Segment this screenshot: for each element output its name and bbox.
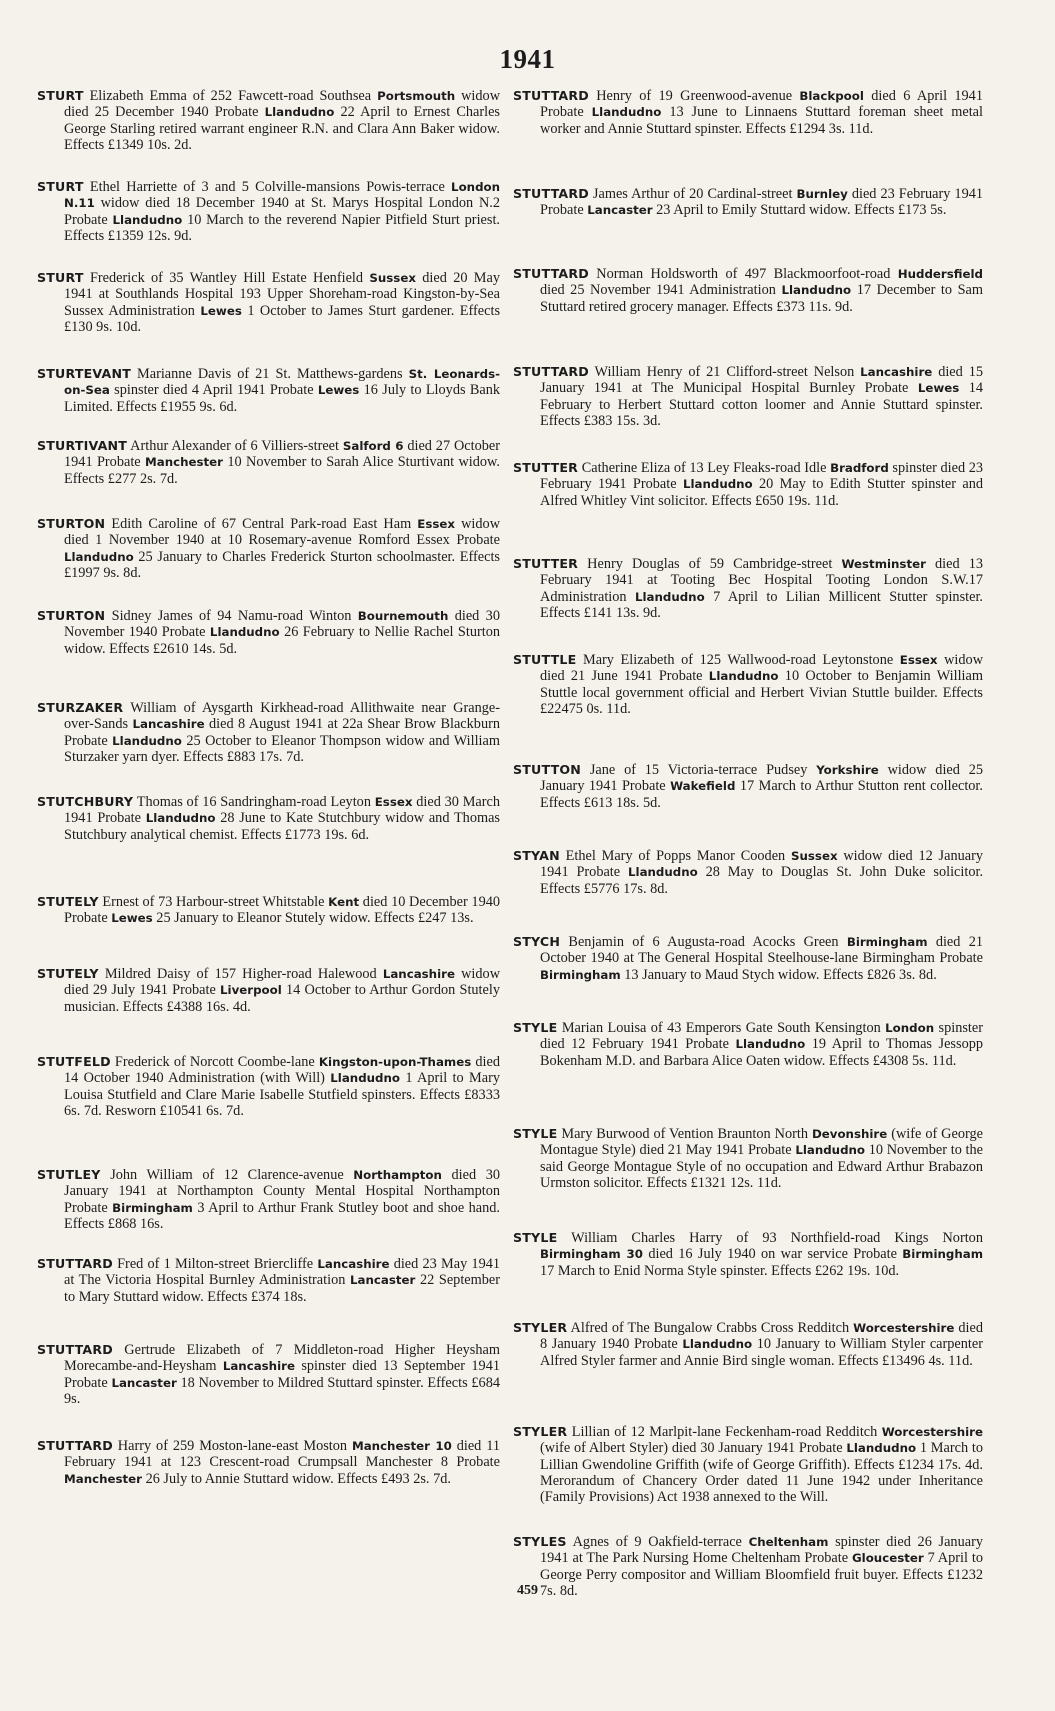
entry-text: Mildred Daisy of 157 Higher-road Halewood xyxy=(104,966,377,982)
register-entry xyxy=(513,1424,983,1505)
entry-registry: Manchester xyxy=(64,1471,142,1486)
entry-surname: STYLER xyxy=(513,1424,568,1439)
entry-text: Henry Douglas of 59 Cambridge-street xyxy=(587,556,833,572)
entry-text: died 20 May 1941 at Southlands Hospital 193 Upper Shoreham-road Kingston-by-Sea Sussex Administration xyxy=(64,270,501,319)
entry-text: Benjamin of 6 Augusta-road Acocks Green xyxy=(568,934,839,950)
entry-text: (wife of Albert Styler) died 30 January 1941 Probate xyxy=(540,1440,843,1457)
entry-text: Norman Holdsworth of 497 Blackmoorfoot-road xyxy=(596,266,891,282)
entry-text: William Henry of 21 Clifford-street Nelson xyxy=(594,364,855,380)
entry-text: Marian Louisa of 43 Emperors Gate South Kensington xyxy=(561,1020,881,1036)
entry-text: died 10 December 1940 Probate xyxy=(64,894,501,927)
entry-surname: STUTTER xyxy=(513,460,579,475)
entry-surname: STURTEVANT xyxy=(37,366,131,381)
entry-text: Lillian of 12 Marlpit-lane Feckenham-road Redditch xyxy=(571,1424,878,1440)
entry-text: 17 March to Enid Norma Style spinster. Effects £262 19s. 10d. xyxy=(540,1262,900,1279)
entry-text: died 23 February 1941 Probate xyxy=(540,186,984,219)
entry-surname: STUTTARD xyxy=(513,88,589,103)
entry-text: Mary Burwood of Vention Braunton North xyxy=(561,1126,809,1142)
entry-place: Huddersfield xyxy=(897,267,983,281)
entry-surname: STUTTARD xyxy=(37,1256,113,1271)
entry-place: Birmingham 30 xyxy=(540,1247,643,1262)
register-entry xyxy=(513,186,983,219)
register-entry xyxy=(37,516,500,581)
entry-registry: Lewes xyxy=(917,381,960,396)
entry-text: 10 November to the said George Montague Style of no occupation and Edward Arthur Brabazon Urmston solicitor. Effects £1321 12s. 11d. xyxy=(540,1142,984,1191)
entry-text: 25 January to Eleanor Stutely widow. Effects £247 13s. xyxy=(156,910,474,927)
entry-place: Worcestershire xyxy=(853,1321,955,1335)
entry-surname: STUTTARD xyxy=(37,1342,113,1357)
entry-surname: STUTELY xyxy=(37,966,99,981)
entry-text: spinster died 26 January 1941 at The Park Nursing Home Cheltenham Probate xyxy=(540,1534,983,1567)
entry-registry: Llandudno xyxy=(708,669,779,684)
entry-place: Birmingham xyxy=(846,935,928,949)
entry-registry: Birmingham xyxy=(902,1247,983,1262)
entry-text: 28 June to Kate Stutchbury widow and Thomas Stutchbury analytical chemist. Effects £1773 19s. 6d. xyxy=(64,810,500,843)
entry-registry: Llandudno xyxy=(209,625,280,640)
entry-text: died 23 May 1941 at The Victoria Hospital Burnley Administration xyxy=(64,1256,501,1289)
entry-place: Devonshire xyxy=(811,1127,888,1141)
entry-place: Northampton xyxy=(353,1168,442,1182)
entry-registry: Lewes xyxy=(317,383,360,398)
entry-registry: Birmingham xyxy=(540,967,621,982)
entry-text: Catherine Eliza of 13 Ley Fleaks-road Idle xyxy=(581,460,827,476)
register-entry xyxy=(513,364,983,429)
entry-surname: STURT xyxy=(37,88,84,103)
entry-text: (wife of George Montague Style) died 21 May 1941 Probate xyxy=(540,1126,983,1159)
entry-place: Westminster xyxy=(841,557,926,571)
entry-place: Worcestershire xyxy=(881,1425,983,1439)
entry-surname: STURT xyxy=(37,270,84,285)
entry-place: Essex xyxy=(899,653,938,667)
register-entry xyxy=(37,1438,500,1487)
entry-place: Yorkshire xyxy=(816,763,879,777)
entry-place: Portsmouth xyxy=(377,89,456,103)
entry-text: Ethel Mary of Popps Manor Cooden xyxy=(565,848,786,864)
entry-text: 10 March to the reverend Napier Pitfield Sturt priest. Effects £1359 12s. 9d. xyxy=(64,211,500,244)
entry-text: 14 October to Arthur Gordon Stutely musician. Effects £4388 16s. 4d. xyxy=(64,982,500,1015)
entry-surname: STUTFELD xyxy=(37,1054,111,1069)
entry-text: Ethel Harriette of 3 and 5 Colville-mansions Powis-terrace xyxy=(89,179,445,195)
entry-place: Sussex xyxy=(791,849,838,863)
entry-place: Lancashire xyxy=(222,1359,295,1374)
entry-text: 10 October to Benjamin William Stuttle local government official and Herbert Vivian Stuttle builder. Effects £22475 0s. 11d. xyxy=(540,668,983,717)
entry-registry: Llandudno xyxy=(145,811,216,826)
register-entry xyxy=(513,652,983,717)
entry-surname: STYLE xyxy=(513,1230,558,1245)
entry-surname: STURTON xyxy=(37,516,106,531)
register-entry xyxy=(37,700,500,765)
entry-registry: Llandudno xyxy=(682,477,753,492)
page-year-heading: 1941 xyxy=(499,44,556,74)
entry-place: Cheltenham xyxy=(748,1535,829,1549)
entry-text: James Arthur of 20 Cardinal-street xyxy=(592,186,793,202)
entry-text: died 8 January 1940 Probate xyxy=(540,1320,984,1353)
entry-text: 25 January to Charles Frederick Sturton schoolmaster. Effects £1997 9s. 8d. xyxy=(64,548,501,581)
entry-registry: Gloucester xyxy=(851,1551,924,1566)
register-entry xyxy=(513,266,983,315)
entry-surname: STUTTON xyxy=(513,762,582,777)
entry-registry: Llandudno xyxy=(735,1037,806,1052)
entry-surname: STYLE xyxy=(513,1020,558,1035)
entry-text: 7 April to Lilian Millicent Stutter spinster. Effects £141 13s. 9d. xyxy=(540,588,983,621)
register-entry xyxy=(37,1167,500,1232)
entry-place: Lancashire xyxy=(317,1257,390,1271)
entry-surname: STUTTLE xyxy=(513,652,577,667)
entry-registry: Llandudno xyxy=(634,589,705,604)
entry-surname: STUTCHBURY xyxy=(37,794,134,809)
entry-surname: STUTTARD xyxy=(513,186,589,201)
entry-surname: STURZAKER xyxy=(37,700,124,715)
entry-text: widow died 12 January 1941 Probate xyxy=(540,848,984,881)
entry-registry: Lancaster xyxy=(350,1273,416,1288)
entry-text: Alfred of The Bungalow Crabbs Cross Redditch xyxy=(570,1320,850,1336)
entry-place: Bournemouth xyxy=(357,609,449,623)
entry-text: 16 July to Lloyds Bank Limited. Effects £1955 9s. 6d. xyxy=(64,382,501,415)
entry-text: Thomas of 16 Sandringham-road Leyton xyxy=(136,794,371,810)
register-entry xyxy=(513,556,983,621)
entry-text: Henry of 19 Greenwood-avenue xyxy=(596,88,793,104)
entry-text: 18 November to Mildred Stuttard spinster. Effects £684 9s. xyxy=(64,1374,500,1407)
entry-surname: STUTTARD xyxy=(513,364,589,379)
entry-text: 23 April to Emily Stuttard widow. Effects £173 5s. xyxy=(656,202,947,219)
entry-surname: STUTTER xyxy=(513,556,579,571)
entry-text: 1 April to Mary Louisa Stutfield and Clare Marie Isabelle Stutfield spinsters. Effects £8333 6s. 7d. Resworn £10541 6s. 7d. xyxy=(64,1070,500,1119)
entry-text: widow died 25 January 1941 Probate xyxy=(540,762,984,795)
entry-place: London N.11 xyxy=(64,180,501,211)
register-entry xyxy=(37,179,500,244)
entry-text: 1 March to Lillian Gwendoline Griffith (wife of George Griffith). Effects £1234 17s. 4d. Merorandum of Chancery Order dated 11 June 1942 under Inheritance (Family Provisions) Act 1938 annexed to the Will. xyxy=(540,1440,983,1506)
entry-text: John William of 12 Clarence-avenue xyxy=(110,1167,344,1183)
entry-registry: Llandudno xyxy=(112,212,183,227)
entry-text: died 8 August 1941 at 22a Shear Brow Blackburn Probate xyxy=(64,716,501,749)
entry-text: spinster died 12 February 1941 Probate xyxy=(540,1020,983,1053)
entry-text: 10 November to Sarah Alice Sturtivant widow. Effects £277 2s. 7d. xyxy=(64,454,501,487)
register-entry xyxy=(513,1230,983,1279)
entry-place: Sussex xyxy=(369,271,416,285)
page-number: 459 xyxy=(517,1583,538,1598)
entry-text: Mary Elizabeth of 125 Wallwood-road Leytonstone xyxy=(582,652,894,668)
entry-registry: Lancaster xyxy=(111,1375,177,1390)
entry-text: Elizabeth Emma of 252 Fawcett-road Southsea xyxy=(89,88,372,104)
entry-place: Lancashire xyxy=(382,967,455,981)
entry-text: 13 January to Maud Stych widow. Effects £826 3s. 8d. xyxy=(624,966,937,983)
entry-text: 3 April to Arthur Frank Stutley boot and shoe hand. Effects £868 16s. xyxy=(64,1199,500,1232)
entry-text: widow died 21 June 1941 Probate xyxy=(540,652,984,685)
entry-text: Fred of 1 Milton-street Briercliffe xyxy=(117,1256,314,1272)
register-entry xyxy=(513,1320,983,1369)
entry-text: 10 January to William Styler carpenter Alfred Styler farmer and Annie Bird single woman. Effects £13496 4s. 11d. xyxy=(540,1336,984,1369)
entry-text: died 25 November 1941 Administration xyxy=(540,282,776,299)
entry-text: died 15 January 1941 at The Municipal Hospital Burnley Probate xyxy=(540,364,983,397)
entry-text: widow died 29 July 1941 Probate xyxy=(64,966,501,999)
entry-text: 22 April to Ernest Charles George Starling retired warrant engineer R.N. and Clara Ann Baker widow. Effects £1349 10s. 2d. xyxy=(64,104,500,153)
entry-text: Harry of 259 Moston-lane-east Moston xyxy=(117,1438,348,1454)
register-entry xyxy=(37,88,500,153)
entry-registry: Llandudno xyxy=(591,105,662,120)
register-entry xyxy=(37,1342,500,1407)
entry-place: Lancashire xyxy=(132,717,205,732)
entry-registry: Lewes xyxy=(111,911,153,926)
entry-registry: Lewes xyxy=(200,303,242,318)
entry-text: Jane of 15 Victoria-terrace Pudsey xyxy=(589,762,808,778)
entry-surname: STURT xyxy=(37,179,84,194)
entry-registry: Llandudno xyxy=(846,1441,917,1456)
register-entry xyxy=(37,794,500,843)
entry-text: 26 February to Nellie Rachel Sturton widow. Effects £2610 14s. 5d. xyxy=(64,624,500,657)
entry-surname: STURTIVANT xyxy=(37,438,128,453)
entry-surname: STUTLEY xyxy=(37,1167,101,1182)
entry-registry: Wakefield xyxy=(670,779,736,794)
entry-text: widow died 1 November 1940 at 10 Rosemary-avenue Romford Essex Probate xyxy=(64,516,501,549)
entry-surname: STUTTARD xyxy=(37,1438,113,1453)
entry-text: 13 June to Linnaens Stuttard foreman sheet metal worker and Annie Stuttard spinster. Effects £1294 3s. 11d. xyxy=(540,104,983,137)
entry-text: died 30 March 1941 Probate xyxy=(64,794,501,827)
entry-place: Manchester 10 xyxy=(351,1439,452,1453)
entry-text: 20 May to Edith Stutter spinster and Alfred Whitley Vint solicitor. Effects £650 19s. 11d. xyxy=(540,476,983,509)
register-entry xyxy=(513,762,983,811)
entry-text: Agnes of 9 Oakfield-terrace xyxy=(572,1534,742,1550)
entry-text: 1 October to James Sturt gardener. Effects £130 9s. 10d. xyxy=(64,302,501,335)
entry-registry: Llandudno xyxy=(64,549,134,564)
entry-registry: Llandudno xyxy=(628,865,698,880)
entry-surname: STYLER xyxy=(513,1320,568,1335)
entry-registry: Manchester xyxy=(145,455,223,470)
entry-place: St. Leonards-on-Sea xyxy=(64,367,500,398)
entry-registry: Llandudno xyxy=(112,733,182,748)
register-entry xyxy=(37,366,500,415)
entry-text: widow died 18 December 1940 at St. Marys Hospital London N.2 Probate xyxy=(64,195,500,228)
entry-text: died 11 February 1941 at 123 Crescent-road Crumpsall Manchester 8 Probate xyxy=(64,1438,500,1471)
entry-place: Kent xyxy=(328,895,360,909)
entry-place: Lancashire xyxy=(860,365,933,379)
register-entry xyxy=(37,966,500,1015)
entry-surname: STYAN xyxy=(513,848,560,863)
entry-text: Sidney James of 94 Namu-road Winton xyxy=(111,608,352,624)
entry-text: died 27 October 1941 Probate xyxy=(64,438,500,471)
entry-registry: Llandudno xyxy=(795,1143,866,1158)
entry-text: died 30 November 1940 Probate xyxy=(64,608,500,641)
entry-text: 22 September to Mary Stuttard widow. Effects £374 18s. xyxy=(64,1272,501,1305)
entry-text: 17 December to Sam Stuttard retired grocery manager. Effects £373 11s. 9d. xyxy=(540,282,983,315)
entry-place: Salford 6 xyxy=(342,439,404,453)
entry-surname: STURTON xyxy=(37,608,106,623)
entry-place: Blackpool xyxy=(799,89,864,103)
entry-text: died 14 October 1940 Administration (with Will) xyxy=(64,1054,501,1087)
register-entry xyxy=(513,848,983,897)
entry-text: William of Aysgarth Kirkhead-road Allithwaite near Grange-over-Sands xyxy=(64,700,500,733)
entry-registry: Birmingham xyxy=(112,1200,193,1215)
entry-text: 28 May to Douglas St. John Duke solicitor. Effects £5776 17s. 8d. xyxy=(540,864,984,897)
register-entry xyxy=(513,934,983,983)
register-entry xyxy=(513,460,983,509)
entry-place: Burnley xyxy=(796,187,848,201)
entry-surname: STYLES xyxy=(513,1534,567,1549)
entry-text: Frederick of 35 Wantley Hill Estate Henfield xyxy=(89,270,364,286)
register-entry xyxy=(37,608,500,657)
entry-place: London xyxy=(885,1021,935,1035)
entry-text: Ernest of 73 Harbour-street Whitstable xyxy=(102,894,325,910)
entry-place: Essex xyxy=(374,795,413,809)
entry-text: died 6 April 1941 Probate xyxy=(540,88,983,121)
entry-text: spinster died 23 February 1941 Probate xyxy=(540,460,984,493)
entry-text: 14 February to Herbert Stuttard cotton loomer and Annie Stuttard spinster. Effects £383 15s. 3d. xyxy=(540,380,984,429)
entry-text: 7 April to George Perry compositor and William Bloomfield fruit buyer. Effects £1232 7s. 8d. xyxy=(540,1550,983,1599)
entry-text: died 30 January 1941 at Northampton County Mental Hospital Northampton Probate xyxy=(64,1167,500,1216)
entry-surname: STYCH xyxy=(513,934,561,949)
entry-registry: Llandudno xyxy=(682,1337,753,1352)
register-entry xyxy=(513,88,983,137)
entry-surname: STYLE xyxy=(513,1126,558,1141)
entry-text: widow died 25 December 1940 Probate xyxy=(64,88,501,121)
entry-text: Marianne Davis of 21 St. Matthews-gardens xyxy=(137,366,403,382)
entry-text: 19 April to Thomas Jessopp Bokenham M.D. and Barbara Alice Oaten widow. Effects £4308 5s. 11d. xyxy=(540,1036,984,1069)
register-entry xyxy=(37,438,500,487)
entry-text: spinster died 13 September 1941 Probate xyxy=(64,1358,500,1391)
register-entry xyxy=(513,1020,983,1069)
register-entry xyxy=(37,1256,500,1305)
entry-registry: Liverpool xyxy=(220,983,282,998)
entry-place: Kingston-upon-Thames xyxy=(318,1055,472,1069)
register-entry xyxy=(37,270,500,335)
entry-registry: Llandudno xyxy=(781,283,852,298)
entry-surname: STUTTARD xyxy=(513,266,589,281)
entry-registry: Llandudno xyxy=(330,1071,400,1086)
entry-place: Bradford xyxy=(830,461,889,475)
entry-text: 26 July to Annie Stuttard widow. Effects £493 2s. 7d. xyxy=(145,1470,451,1487)
register-entry xyxy=(37,894,500,927)
entry-place: Essex xyxy=(417,517,456,531)
entry-text: 25 October to Eleanor Thompson widow and William Sturzaker yarn dyer. Effects £883 17s. 7d. xyxy=(64,732,500,765)
entry-text: died 13 February 1941 at Tooting Bec Hospital Tooting London S.W.17 Administration xyxy=(540,556,983,605)
register-entry xyxy=(37,1054,500,1119)
entry-text: William Charles Harry of 93 Northfield-road Kings Norton xyxy=(571,1230,983,1246)
entry-text: died 21 October 1940 at The General Hospital Steelhouse-lane Birmingham Probate xyxy=(540,934,984,967)
entry-text: Gertrude Elizabeth of 7 Middleton-road Higher Heysham Morecambe-and-Heysham xyxy=(64,1342,500,1375)
entry-text: Frederick of Norcott Coombe-lane xyxy=(114,1054,315,1070)
entry-text: Edith Caroline of 67 Central Park-road East Ham xyxy=(111,516,412,532)
entry-text: 17 March to Arthur Stutton rent collector. Effects £613 18s. 5d. xyxy=(540,778,983,811)
entry-registry: Lancaster xyxy=(587,203,653,218)
register-entry xyxy=(513,1126,983,1191)
entry-text: died 16 July 1940 on war service Probate xyxy=(648,1246,897,1263)
entry-surname: STUTELY xyxy=(37,894,99,909)
entry-text: spinster died 4 April 1941 Probate xyxy=(114,382,314,399)
entry-registry: Llandudno xyxy=(264,105,335,120)
entry-text: Arthur Alexander of 6 Villiers-street xyxy=(130,438,339,454)
